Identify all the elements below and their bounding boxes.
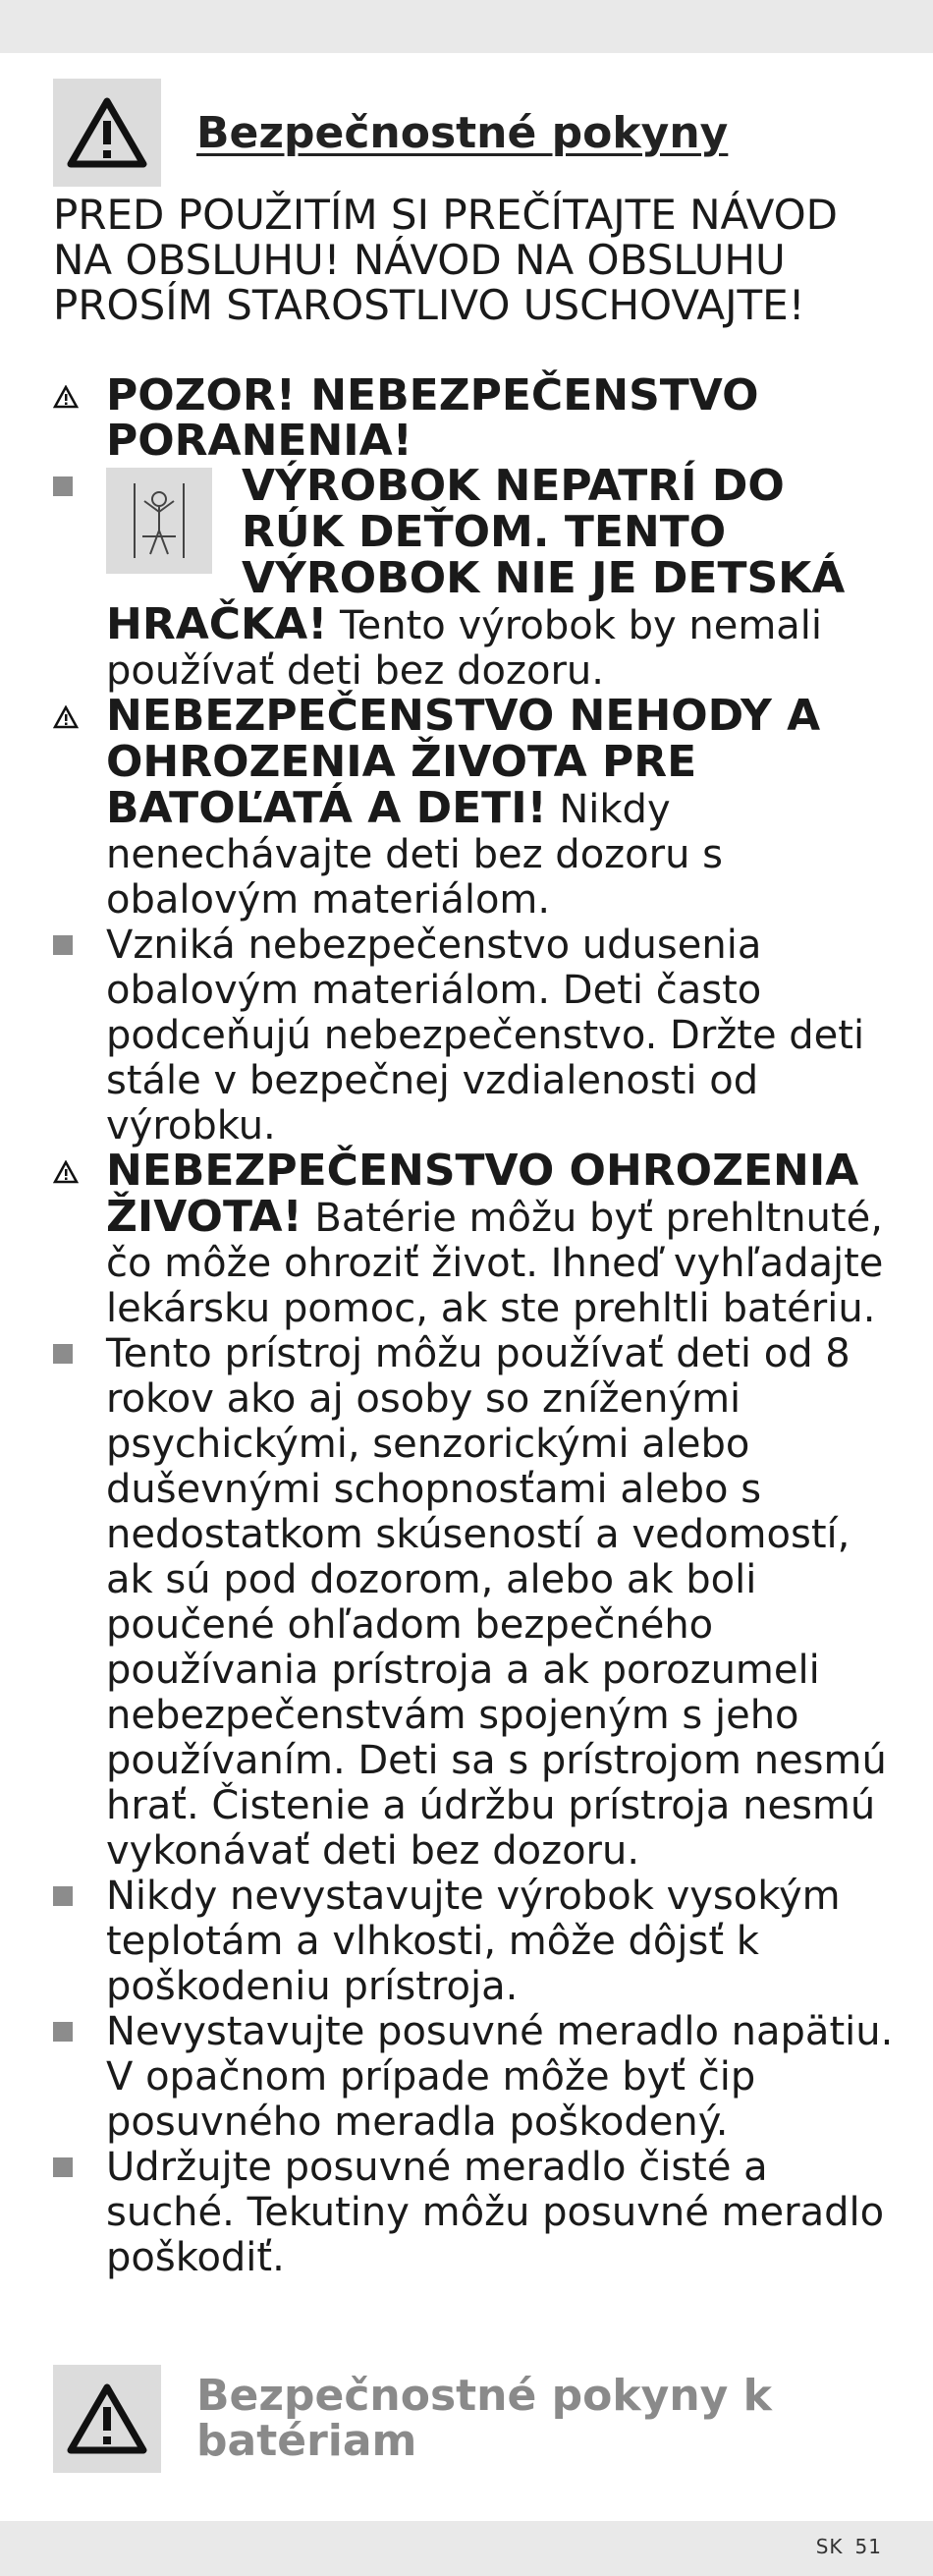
- square-bullet-icon: [53, 2022, 73, 2042]
- small-warning-triangle-icon: [53, 1160, 79, 1184]
- list-item: [53, 1874, 898, 2009]
- warning-accident-bold: NEBEZPEČENSTVO NEHODY A OHROZENIA ŽIVOTA PRE BATOĽATÁ A DETI!: [106, 691, 821, 833]
- section-header-batteries: [53, 2365, 786, 2473]
- section-title: Bezpečnostné pokyny: [196, 107, 729, 158]
- voltage-text: Nevystavujte posuvné meradlo napätiu. V opačnom prípade môže byť čip posuvného meradla poškodený.: [106, 2009, 894, 2145]
- square-bullet-icon: [53, 476, 73, 496]
- clean-text: Udržujte posuvné meradlo čisté a suché. Tekutiny môžu posuvné meradlo poškodiť.: [106, 2145, 885, 2280]
- temperature-text: Nikdy nevystavujte výrobok vysokým teplotám a vlhkosti, môže dôjsť k poškodeniu prístroja.: [106, 1874, 841, 2009]
- list-item: [53, 2145, 898, 2280]
- warning-triangle-icon: [53, 2365, 161, 2473]
- age-text: Tento prístroj môžu používať deti od 8 rokov ako aj osoby so zníženými psychickými, senzorickými alebo duševnými schopnosťami alebo s nedostatkom skúseností a vedomostí, ak sú pod dozorom, alebo ak boli poučené ohľadom bezpečného používania prístroja a ak porozumeli nebezpečenstvám spojeným s jeho používaním. Deti sa s prístrojom nesmú hrať. Čistenie a údržbu prístroja nesmú vykonávať deti bez dozoru.: [106, 1331, 887, 1874]
- list-item: [53, 923, 898, 1148]
- square-bullet-icon: [53, 935, 73, 955]
- warning-life: [53, 1148, 898, 1331]
- children-warning-icon: [106, 468, 212, 574]
- warning-injury-title: POZOR! NEBEZPEČENSTVO PORANENIA!: [106, 370, 759, 466]
- top-bar: [0, 0, 933, 53]
- warning-injury: [53, 370, 898, 466]
- square-bullet-icon: [53, 2157, 73, 2177]
- intro-text: PRED POUŽITÍM SI PREČÍTAJTE NÁVOD NA OBSLUHU! NÁVOD NA OBSLUHU PROSÍM STAROSTLIVO USCHOVAJTE!: [53, 191, 838, 329]
- warning-accident-text: Nikdy nenechávajte deti bez dozoru s obalovým materiálom.: [106, 787, 723, 923]
- warning-life-bold: NEBEZPEČENSTVO OHROZENIA ŽIVOTA!: [106, 1146, 859, 1242]
- page-number: 51: [854, 2535, 882, 2558]
- warning-triangle-icon: [53, 79, 161, 187]
- bottom-bar: [0, 2521, 933, 2576]
- suffocation-text: Vzniká nebezpečenstvo udusenia obalovým materiálom. Deti často podceňujú nebezpečenstvo. Držte deti stále v bezpečnej vzdialenosti od výrobku.: [106, 923, 865, 1148]
- small-warning-triangle-icon: [53, 705, 79, 729]
- page-footer: [804, 2535, 882, 2558]
- children-warning-text: Tento výrobok by nemali používať deti bez dozoru.: [106, 603, 823, 694]
- section-header-safety: [53, 79, 728, 187]
- list-item: [53, 461, 898, 694]
- square-bullet-icon: [53, 1886, 73, 1906]
- list-item: [53, 1331, 898, 1874]
- language-code: SK: [815, 2535, 844, 2558]
- warning-accident: [53, 691, 898, 923]
- small-warning-triangle-icon: [53, 385, 79, 409]
- warning-life-text: Batérie môžu byť prehltnuté, čo môže ohroziť život. Ihneď vyhľadajte lekársku pomoc, ak ste prehltli batériu.: [106, 1196, 884, 1331]
- list-item: [53, 2009, 898, 2145]
- safety-list: [53, 370, 898, 2280]
- children-warning-bold: VÝROBOK NEPATRÍ DO RÚK DEŤOM. TENTO VÝROBOK NIE JE DETSKÁ HRAČKA!: [106, 461, 846, 649]
- section-title-batteries: Bezpečnostné pokyny k batériam: [196, 2371, 772, 2466]
- square-bullet-icon: [53, 1344, 73, 1364]
